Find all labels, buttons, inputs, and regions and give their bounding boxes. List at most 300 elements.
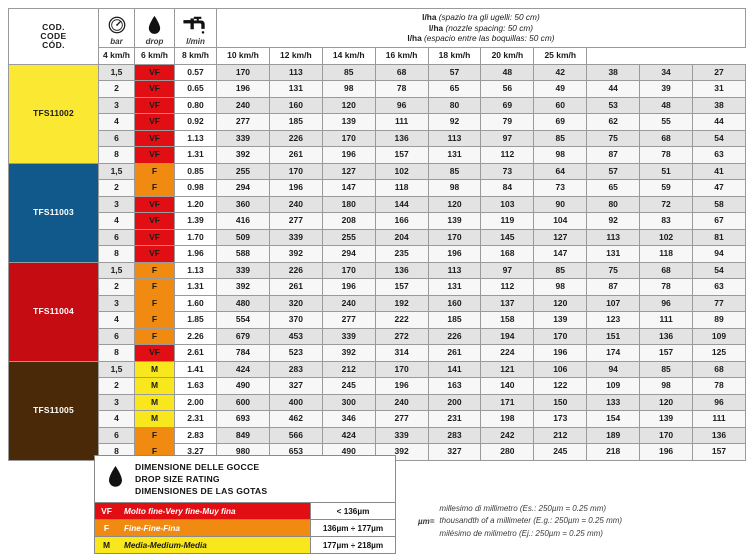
- drop-rating-cell: M: [135, 411, 175, 428]
- legend-title-en: DROP SIZE RATING: [135, 474, 220, 485]
- pressure-bar-cell: 6: [99, 427, 135, 444]
- lha-value-cell: 139: [534, 312, 587, 329]
- flow-lmin-cell: 1.70: [175, 229, 217, 246]
- lha-value-cell: 38: [693, 97, 746, 114]
- lha-value-cell: 392: [217, 147, 270, 164]
- lha-value-cell: 392: [217, 279, 270, 296]
- drop-rating-cell: VF: [135, 345, 175, 362]
- pressure-bar-cell: 2: [99, 378, 135, 395]
- table-row: [9, 81, 746, 98]
- lha-value-cell: 168: [481, 246, 534, 263]
- lha-value-cell: 277: [375, 411, 428, 428]
- lha-value-cell: 261: [269, 279, 322, 296]
- lha-line-it: [217, 12, 745, 23]
- lha-value-cell: 131: [269, 81, 322, 98]
- lha-value-cell: 120: [428, 196, 481, 213]
- legend-code: M: [102, 540, 111, 551]
- lha-value-cell: 83: [640, 213, 693, 230]
- lha-value-cell: 63: [693, 147, 746, 164]
- lha-value-cell: 90: [534, 196, 587, 213]
- flow-lmin-cell: 1.13: [175, 130, 217, 147]
- table-row: [9, 361, 746, 378]
- lha-value-cell: 242: [481, 427, 534, 444]
- lha-value-cell: 173: [534, 411, 587, 428]
- table-row: [9, 345, 746, 362]
- pressure-bar-cell: 8: [99, 345, 135, 362]
- lha-value-cell: 218: [587, 444, 640, 461]
- lha-value-cell: 392: [375, 444, 428, 461]
- lha-value-cell: 170: [428, 229, 481, 246]
- lha-value-cell: 144: [375, 196, 428, 213]
- table-row: [9, 328, 746, 345]
- lha-value-cell: 339: [269, 229, 322, 246]
- footnote-line-es: milésimo de milimetro (Ej.: 250µm = 0.25 mm): [439, 528, 603, 538]
- legend-code: F: [103, 523, 110, 534]
- lha-value-cell: 78: [375, 81, 428, 98]
- lha-value-cell: 346: [322, 411, 375, 428]
- lha-value-cell: 490: [322, 444, 375, 461]
- lha-value-cell: 51: [640, 163, 693, 180]
- lha-value-cell: 145: [481, 229, 534, 246]
- table-row: [9, 246, 746, 263]
- pressure-bar-cell: 6: [99, 130, 135, 147]
- lha-value-cell: 75: [587, 262, 640, 279]
- lha-value-cell: 34: [640, 64, 693, 81]
- flow-lmin-cell: 1.41: [175, 361, 217, 378]
- table-row: [9, 180, 746, 197]
- pressure-bar-cell: 6: [99, 328, 135, 345]
- table-row: [9, 64, 746, 81]
- lha-value-cell: 416: [217, 213, 270, 230]
- lha-value-cell: 171: [481, 394, 534, 411]
- lha-value-cell: 653: [269, 444, 322, 461]
- pressure-bar-cell: 4: [99, 312, 135, 329]
- lha-value-cell: 231: [428, 411, 481, 428]
- lha-value-cell: 78: [640, 147, 693, 164]
- lha-value-cell: 113: [269, 64, 322, 81]
- lha-value-cell: 54: [693, 262, 746, 279]
- lha-value-cell: 57: [428, 64, 481, 81]
- lha-value-cell: 245: [322, 378, 375, 395]
- lha-value-cell: 196: [322, 279, 375, 296]
- flow-lmin-cell: 1.60: [175, 295, 217, 312]
- speed-col-0: 4 km/h: [99, 48, 135, 65]
- lha-value-cell: 56: [481, 81, 534, 98]
- lha-line-en: [217, 23, 745, 34]
- lha-value-cell: 98: [322, 81, 375, 98]
- lha-value-cell: 85: [322, 64, 375, 81]
- lha-value-cell: 170: [269, 163, 322, 180]
- drop-rating-cell: VF: [135, 64, 175, 81]
- lha-value-cell: 255: [322, 229, 375, 246]
- lha-value-cell: 204: [375, 229, 428, 246]
- lha-value-cell: 277: [217, 114, 270, 131]
- pressure-bar-cell: 3: [99, 295, 135, 312]
- lha-value-cell: 185: [428, 312, 481, 329]
- lha-value-cell: 226: [269, 262, 322, 279]
- pressure-bar-cell: 1,5: [99, 163, 135, 180]
- lha-value-cell: 245: [534, 444, 587, 461]
- lha-value-cell: 453: [269, 328, 322, 345]
- drop-rating-cell: VF: [135, 147, 175, 164]
- lha-value-cell: 44: [587, 81, 640, 98]
- lha-value-cell: 57: [587, 163, 640, 180]
- lha-value-cell: 104: [534, 213, 587, 230]
- lha-value-cell: 147: [322, 180, 375, 197]
- legend-description: Fine-Fine-Fina: [124, 523, 180, 533]
- lha-value-cell: 339: [375, 427, 428, 444]
- lha-value-cell: 97: [481, 130, 534, 147]
- nozzle-spec-table: [8, 8, 746, 461]
- lha-value-cell: 79: [481, 114, 534, 131]
- lha-unit-it: l/ha: [422, 11, 437, 22]
- lha-value-cell: 31: [693, 81, 746, 98]
- lha-value-cell: 339: [217, 130, 270, 147]
- lha-note-es: (espacio entre las boquillas: 50 cm): [424, 33, 555, 44]
- lha-note-it: (spazio tra gli ugelli: 50 cm): [438, 11, 540, 22]
- lha-value-cell: 360: [217, 196, 270, 213]
- lha-value-cell: 73: [534, 180, 587, 197]
- lha-value-cell: 166: [375, 213, 428, 230]
- table-row: [9, 130, 746, 147]
- lha-value-cell: 131: [587, 246, 640, 263]
- lha-value-cell: 98: [428, 180, 481, 197]
- lha-value-cell: 194: [481, 328, 534, 345]
- lha-value-cell: 180: [322, 196, 375, 213]
- lha-value-cell: 490: [217, 378, 270, 395]
- lha-value-cell: 107: [587, 295, 640, 312]
- lha-value-cell: 113: [428, 130, 481, 147]
- lha-value-cell: 27: [693, 64, 746, 81]
- product-code-cell-TFS11004: TFS11004: [9, 262, 99, 361]
- pressure-bar-cell: 3: [99, 97, 135, 114]
- lha-value-cell: 261: [269, 147, 322, 164]
- lha-value-cell: 68: [640, 262, 693, 279]
- lha-value-cell: 480: [217, 295, 270, 312]
- flow-lmin-cell: 0.85: [175, 163, 217, 180]
- legend-drop-icon-wrap: [95, 465, 135, 493]
- drop-rating-cell: M: [135, 361, 175, 378]
- flow-lmin-cell: 0.80: [175, 97, 217, 114]
- lha-value-cell: 196: [269, 180, 322, 197]
- legend-size-range: 177µm ÷ 218µm: [310, 537, 395, 553]
- drop-rating-cell: F: [135, 312, 175, 329]
- lha-value-cell: 784: [217, 345, 270, 362]
- lha-value-cell: 103: [481, 196, 534, 213]
- lha-unit-en: l/ha: [428, 22, 444, 33]
- lha-value-cell: 85: [534, 262, 587, 279]
- product-code-cell-TFS11003: TFS11003: [9, 163, 99, 262]
- product-code-cell-TFS11005: TFS11005: [9, 361, 99, 460]
- lha-value-cell: 98: [534, 279, 587, 296]
- lha-value-cell: 131: [428, 279, 481, 296]
- lha-value-cell: 94: [693, 246, 746, 263]
- lha-value-cell: 96: [375, 97, 428, 114]
- lha-value-cell: 160: [428, 295, 481, 312]
- lha-value-cell: 98: [640, 378, 693, 395]
- pressure-bar-cell: 8: [99, 444, 135, 461]
- flow-lmin-cell: 0.92: [175, 114, 217, 131]
- product-code-cell-TFS11002: TFS11002: [9, 64, 99, 163]
- lha-value-cell: 102: [640, 229, 693, 246]
- lha-value-cell: 300: [322, 394, 375, 411]
- lha-value-cell: 170: [534, 328, 587, 345]
- flow-lmin-cell: 2.83: [175, 427, 217, 444]
- drop-rating-cell: F: [135, 444, 175, 461]
- lha-value-cell: 212: [534, 427, 587, 444]
- legend-row-VF: [95, 502, 395, 519]
- lha-value-cell: 255: [217, 163, 270, 180]
- lha-value-cell: 170: [217, 64, 270, 81]
- lha-value-cell: 121: [481, 361, 534, 378]
- legend-titles: [135, 461, 267, 497]
- lha-heading-cell: [217, 9, 746, 48]
- lha-value-cell: 80: [428, 97, 481, 114]
- lha-value-cell: 109: [587, 378, 640, 395]
- flow-lmin-cell: 0.57: [175, 64, 217, 81]
- pressure-bar-cell: 8: [99, 246, 135, 263]
- lha-value-cell: 226: [428, 328, 481, 345]
- lha-value-cell: 137: [481, 295, 534, 312]
- lha-value-cell: 136: [375, 130, 428, 147]
- lha-unit-es: l/ha: [407, 33, 422, 44]
- lha-value-cell: 294: [217, 180, 270, 197]
- drop-rating-cell: VF: [135, 81, 175, 98]
- pressure-bar-cell: 1,5: [99, 361, 135, 378]
- table-row: [9, 147, 746, 164]
- lha-value-cell: 196: [428, 246, 481, 263]
- flow-lmin-cell: 1.13: [175, 262, 217, 279]
- flow-lmin-cell: 2.26: [175, 328, 217, 345]
- speed-col-4: 12 km/h: [269, 48, 322, 65]
- lha-value-cell: 600: [217, 394, 270, 411]
- table-row: [9, 411, 746, 428]
- lha-value-cell: 41: [693, 163, 746, 180]
- lha-value-cell: 566: [269, 427, 322, 444]
- lha-value-cell: 58: [693, 196, 746, 213]
- lha-value-cell: 283: [269, 361, 322, 378]
- lha-value-cell: 196: [375, 378, 428, 395]
- lha-value-cell: 224: [481, 345, 534, 362]
- flow-lmin-cell: 1.20: [175, 196, 217, 213]
- table-row: [9, 295, 746, 312]
- drop-rating-cell: VF: [135, 196, 175, 213]
- legend-size-range: 136µm ÷ 177µm: [310, 520, 395, 536]
- lha-value-cell: 147: [534, 246, 587, 263]
- lha-value-cell: 277: [269, 213, 322, 230]
- lha-value-cell: 240: [217, 97, 270, 114]
- pressure-bar-cell: 4: [99, 213, 135, 230]
- lha-value-cell: 119: [481, 213, 534, 230]
- legend-description: Media-Medium-Media: [124, 540, 207, 550]
- lha-value-cell: 208: [322, 213, 375, 230]
- footnote-line-it: millesimo di millimetro (Es.: 250µm = 0.25 mm): [439, 504, 607, 513]
- lha-value-cell: 42: [534, 64, 587, 81]
- pressure-bar-cell: 8: [99, 147, 135, 164]
- lha-value-cell: 120: [640, 394, 693, 411]
- lha-value-cell: 980: [217, 444, 270, 461]
- drop-rating-cell: F: [135, 163, 175, 180]
- drop-rating-cell: F: [135, 295, 175, 312]
- lha-value-cell: 157: [375, 279, 428, 296]
- lha-value-cell: 65: [428, 81, 481, 98]
- lha-value-cell: 192: [375, 295, 428, 312]
- lha-value-cell: 170: [322, 262, 375, 279]
- lha-value-cell: 240: [375, 394, 428, 411]
- speed-col-7: 18 km/h: [428, 48, 481, 65]
- table-row: [9, 378, 746, 395]
- lha-value-cell: 679: [217, 328, 270, 345]
- drop-rating-cell: F: [135, 262, 175, 279]
- lha-value-cell: 94: [587, 361, 640, 378]
- drop-rating-cell: M: [135, 394, 175, 411]
- lha-value-cell: 68: [693, 361, 746, 378]
- lha-value-cell: 77: [693, 295, 746, 312]
- drop-rating-cell: F: [135, 328, 175, 345]
- lha-value-cell: 136: [375, 262, 428, 279]
- lha-value-cell: 424: [322, 427, 375, 444]
- lha-line-es: [217, 33, 745, 44]
- flow-lmin-cell: 3.27: [175, 444, 217, 461]
- lha-value-cell: 78: [693, 378, 746, 395]
- drop-unit-label: drop: [145, 36, 164, 46]
- lha-value-cell: 106: [534, 361, 587, 378]
- lha-value-cell: 53: [587, 97, 640, 114]
- drop-rating-cell: M: [135, 378, 175, 395]
- lha-value-cell: 96: [640, 295, 693, 312]
- flow-lmin-cell: 2.00: [175, 394, 217, 411]
- footnote-key: µm=: [418, 517, 435, 527]
- drop-rating-cell: VF: [135, 229, 175, 246]
- lha-value-cell: 111: [375, 114, 428, 131]
- table-row: [9, 114, 746, 131]
- lha-value-cell: 163: [428, 378, 481, 395]
- lha-value-cell: 554: [217, 312, 270, 329]
- lha-value-cell: 339: [322, 328, 375, 345]
- lha-value-cell: 68: [375, 64, 428, 81]
- drop-rating-cell: F: [135, 180, 175, 197]
- pressure-bar-cell: 4: [99, 114, 135, 131]
- lha-value-cell: 196: [217, 81, 270, 98]
- lha-value-cell: 120: [322, 97, 375, 114]
- speed-col-6: 16 km/h: [375, 48, 428, 65]
- lha-value-cell: 462: [269, 411, 322, 428]
- pressure-gauge-icon: [107, 15, 127, 37]
- lha-value-cell: 139: [322, 114, 375, 131]
- pressure-bar-cell: 3: [99, 196, 135, 213]
- lha-value-cell: 235: [375, 246, 428, 263]
- lha-value-cell: 392: [269, 246, 322, 263]
- table-row: [9, 213, 746, 230]
- lha-value-cell: 280: [481, 444, 534, 461]
- bar-unit-label: bar: [110, 36, 123, 46]
- flow-lmin-cell: 1.31: [175, 147, 217, 164]
- legend-title-es: DIMENSIONES DE LAS GOTAS: [135, 486, 268, 497]
- pressure-bar-cell: 2: [99, 180, 135, 197]
- lha-value-cell: 55: [640, 114, 693, 131]
- lha-value-cell: 123: [587, 312, 640, 329]
- legend-row-F: [95, 519, 395, 536]
- lha-value-cell: 424: [217, 361, 270, 378]
- lha-value-cell: 72: [640, 196, 693, 213]
- table-row: [9, 196, 746, 213]
- lha-value-cell: 170: [375, 361, 428, 378]
- lha-value-cell: 198: [481, 411, 534, 428]
- lha-value-cell: 212: [322, 361, 375, 378]
- drop-icon: [107, 465, 124, 493]
- lha-value-cell: 136: [693, 427, 746, 444]
- drop-rating-cell: VF: [135, 97, 175, 114]
- lha-value-cell: 96: [693, 394, 746, 411]
- lha-value-cell: 38: [587, 64, 640, 81]
- drop-rating-cell: F: [135, 279, 175, 296]
- legend-title-it: DIMENSIONE DELLE GOCCE: [135, 462, 260, 472]
- lha-value-cell: 113: [428, 262, 481, 279]
- drop-rating-cell: VF: [135, 130, 175, 147]
- lha-value-cell: 78: [640, 279, 693, 296]
- lha-value-cell: 65: [587, 180, 640, 197]
- lha-value-cell: 327: [428, 444, 481, 461]
- lha-value-cell: 85: [534, 130, 587, 147]
- lha-value-cell: 54: [693, 130, 746, 147]
- lha-value-cell: 272: [375, 328, 428, 345]
- lha-value-cell: 139: [428, 213, 481, 230]
- lha-value-cell: 85: [640, 361, 693, 378]
- lha-value-cell: 47: [693, 180, 746, 197]
- lha-value-cell: 157: [375, 147, 428, 164]
- table-row: [9, 262, 746, 279]
- flow-header-cell: [175, 9, 217, 48]
- code-header-line-es: CÓD.: [42, 39, 65, 50]
- pressure-bar-cell: 3: [99, 394, 135, 411]
- drop-rating-cell: VF: [135, 114, 175, 131]
- lha-value-cell: 122: [534, 378, 587, 395]
- lha-value-cell: 97: [481, 262, 534, 279]
- lha-value-cell: 160: [269, 97, 322, 114]
- drop-rating-cell: VF: [135, 246, 175, 263]
- table-row: [9, 312, 746, 329]
- lha-value-cell: 111: [693, 411, 746, 428]
- lha-value-cell: 588: [217, 246, 270, 263]
- lha-value-cell: 185: [269, 114, 322, 131]
- flow-unit-label: l/min: [186, 36, 205, 46]
- lha-value-cell: 48: [640, 97, 693, 114]
- drop-rating-cell: VF: [135, 213, 175, 230]
- flow-lmin-cell: 1.85: [175, 312, 217, 329]
- lha-value-cell: 118: [375, 180, 428, 197]
- faucet-icon: [183, 16, 208, 37]
- lha-value-cell: 196: [534, 345, 587, 362]
- lha-value-cell: 92: [428, 114, 481, 131]
- speed-header-row: [9, 48, 746, 65]
- speed-col-2: 8 km/h: [175, 48, 217, 65]
- lha-value-cell: 64: [534, 163, 587, 180]
- lha-value-cell: 92: [587, 213, 640, 230]
- lha-value-cell: 314: [375, 345, 428, 362]
- table-body: [9, 64, 746, 460]
- lha-value-cell: 141: [428, 361, 481, 378]
- table-row: [9, 394, 746, 411]
- pressure-bar-cell: 1,5: [99, 64, 135, 81]
- lha-value-cell: 69: [534, 114, 587, 131]
- lha-value-cell: 283: [428, 427, 481, 444]
- lha-value-cell: 261: [428, 345, 481, 362]
- table-row: [9, 427, 746, 444]
- lha-value-cell: 120: [534, 295, 587, 312]
- lha-value-cell: 87: [587, 279, 640, 296]
- lha-value-cell: 157: [693, 444, 746, 461]
- lha-value-cell: 102: [375, 163, 428, 180]
